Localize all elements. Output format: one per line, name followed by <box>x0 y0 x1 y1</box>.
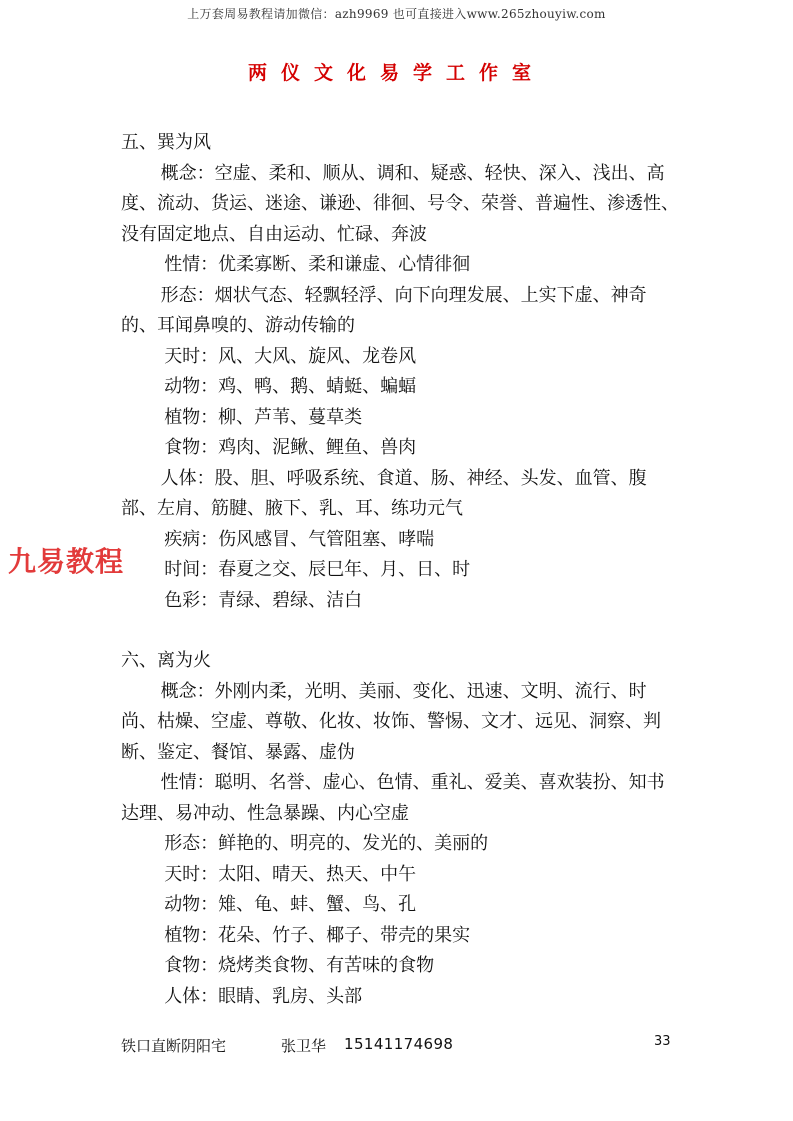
li-plants: 植物：花朵、竹子、椰子、带壳的果实 <box>164 924 471 946</box>
li-weather: 天时：太阳、晴天、热天、中午 <box>164 863 417 885</box>
xun-body: 人体：股、胆、呼吸系统、食道、肠、神经、头发、血管、腹部、左肩、筋腱、腋下、乳、耳、练功元气 <box>121 467 647 519</box>
xun-form: 形态：烟状气态、轻飘轻浮、向下向理发展、上实下虚、神奇的、耳闻鼻嗅的、游动传输的 <box>121 284 647 336</box>
li-animals: 动物：雉、龟、蚌、蟹、鸟、孔 <box>164 894 417 915</box>
xun-weather: 天时：风、大风、旋风、龙卷风 <box>164 345 417 367</box>
li-nature: 性情：聪明、名誉、虚心、色情、重礼、爱美、喜欢装扮、知书达理、易冲动、性急暴躁、内心空虚 <box>121 772 665 824</box>
xun-color: 色彩：青绿、碧绿、洁白 <box>164 589 363 611</box>
xun-disease: 疾病：伤风感冒、气管阻塞、哮喘 <box>164 528 435 550</box>
section-heading-xun: 五、巽为风 <box>121 132 211 153</box>
section-heading-li: 六、离为火 <box>121 650 211 671</box>
section-spacer <box>121 616 681 646</box>
li-body: 人体：眼睛、乳房、头部 <box>164 985 363 1007</box>
xun-nature: 性情：优柔寡断、柔和谦虚、心情徘徊 <box>164 254 471 275</box>
li-form: 形态：鲜艳的、明亮的、发光的、美丽的 <box>164 833 489 854</box>
watermark-logo: 九易教程 <box>8 545 125 578</box>
xun-concept: 概念：空虚、柔和、顺从、调和、疑惑、轻快、深入、浅出、高度、流动、货运、迷途、谦逊、徘徊、号令、荣誉、普遍性、渗透性、没有固定地点、自由运动、忙碌、奔波 <box>121 162 679 245</box>
footer-phone: 15141174698 <box>344 1035 454 1053</box>
top-banner: 上万套周易教程请加微信：azh9969 也可直接进入www.265zhouyiw.com <box>187 7 606 21</box>
xun-animals: 动物：鸡、鸭、鹅、蜻蜓、蝙蝠 <box>164 376 417 397</box>
studio-title: 两仪文化易学工作室 <box>247 62 545 84</box>
xun-food: 食物：鸡肉、泥鳅、鲤鱼、兽肉 <box>164 437 417 458</box>
footer-slogan: 铁口直断阴阳宅 <box>121 1037 227 1055</box>
page-number: 33 <box>654 1034 671 1049</box>
li-concept: 概念：外刚内柔，光明、美丽、变化、迅速、文明、流行、时尚、枯燥、空虚、尊敬、化妆、妆饰、警惕、文才、远见、洞察、判断、鉴定、餐馆、暴露、虚伪 <box>121 680 661 763</box>
document-body <box>121 128 681 1012</box>
xun-plants: 植物：柳、芦苇、蔓草类 <box>164 406 363 428</box>
li-food: 食物：烧烤类食物、有苦味的食物 <box>164 955 435 976</box>
xun-time: 时间：春夏之交、辰巳年、月、日、时 <box>164 559 471 580</box>
footer-author: 张卫华 <box>281 1037 327 1055</box>
